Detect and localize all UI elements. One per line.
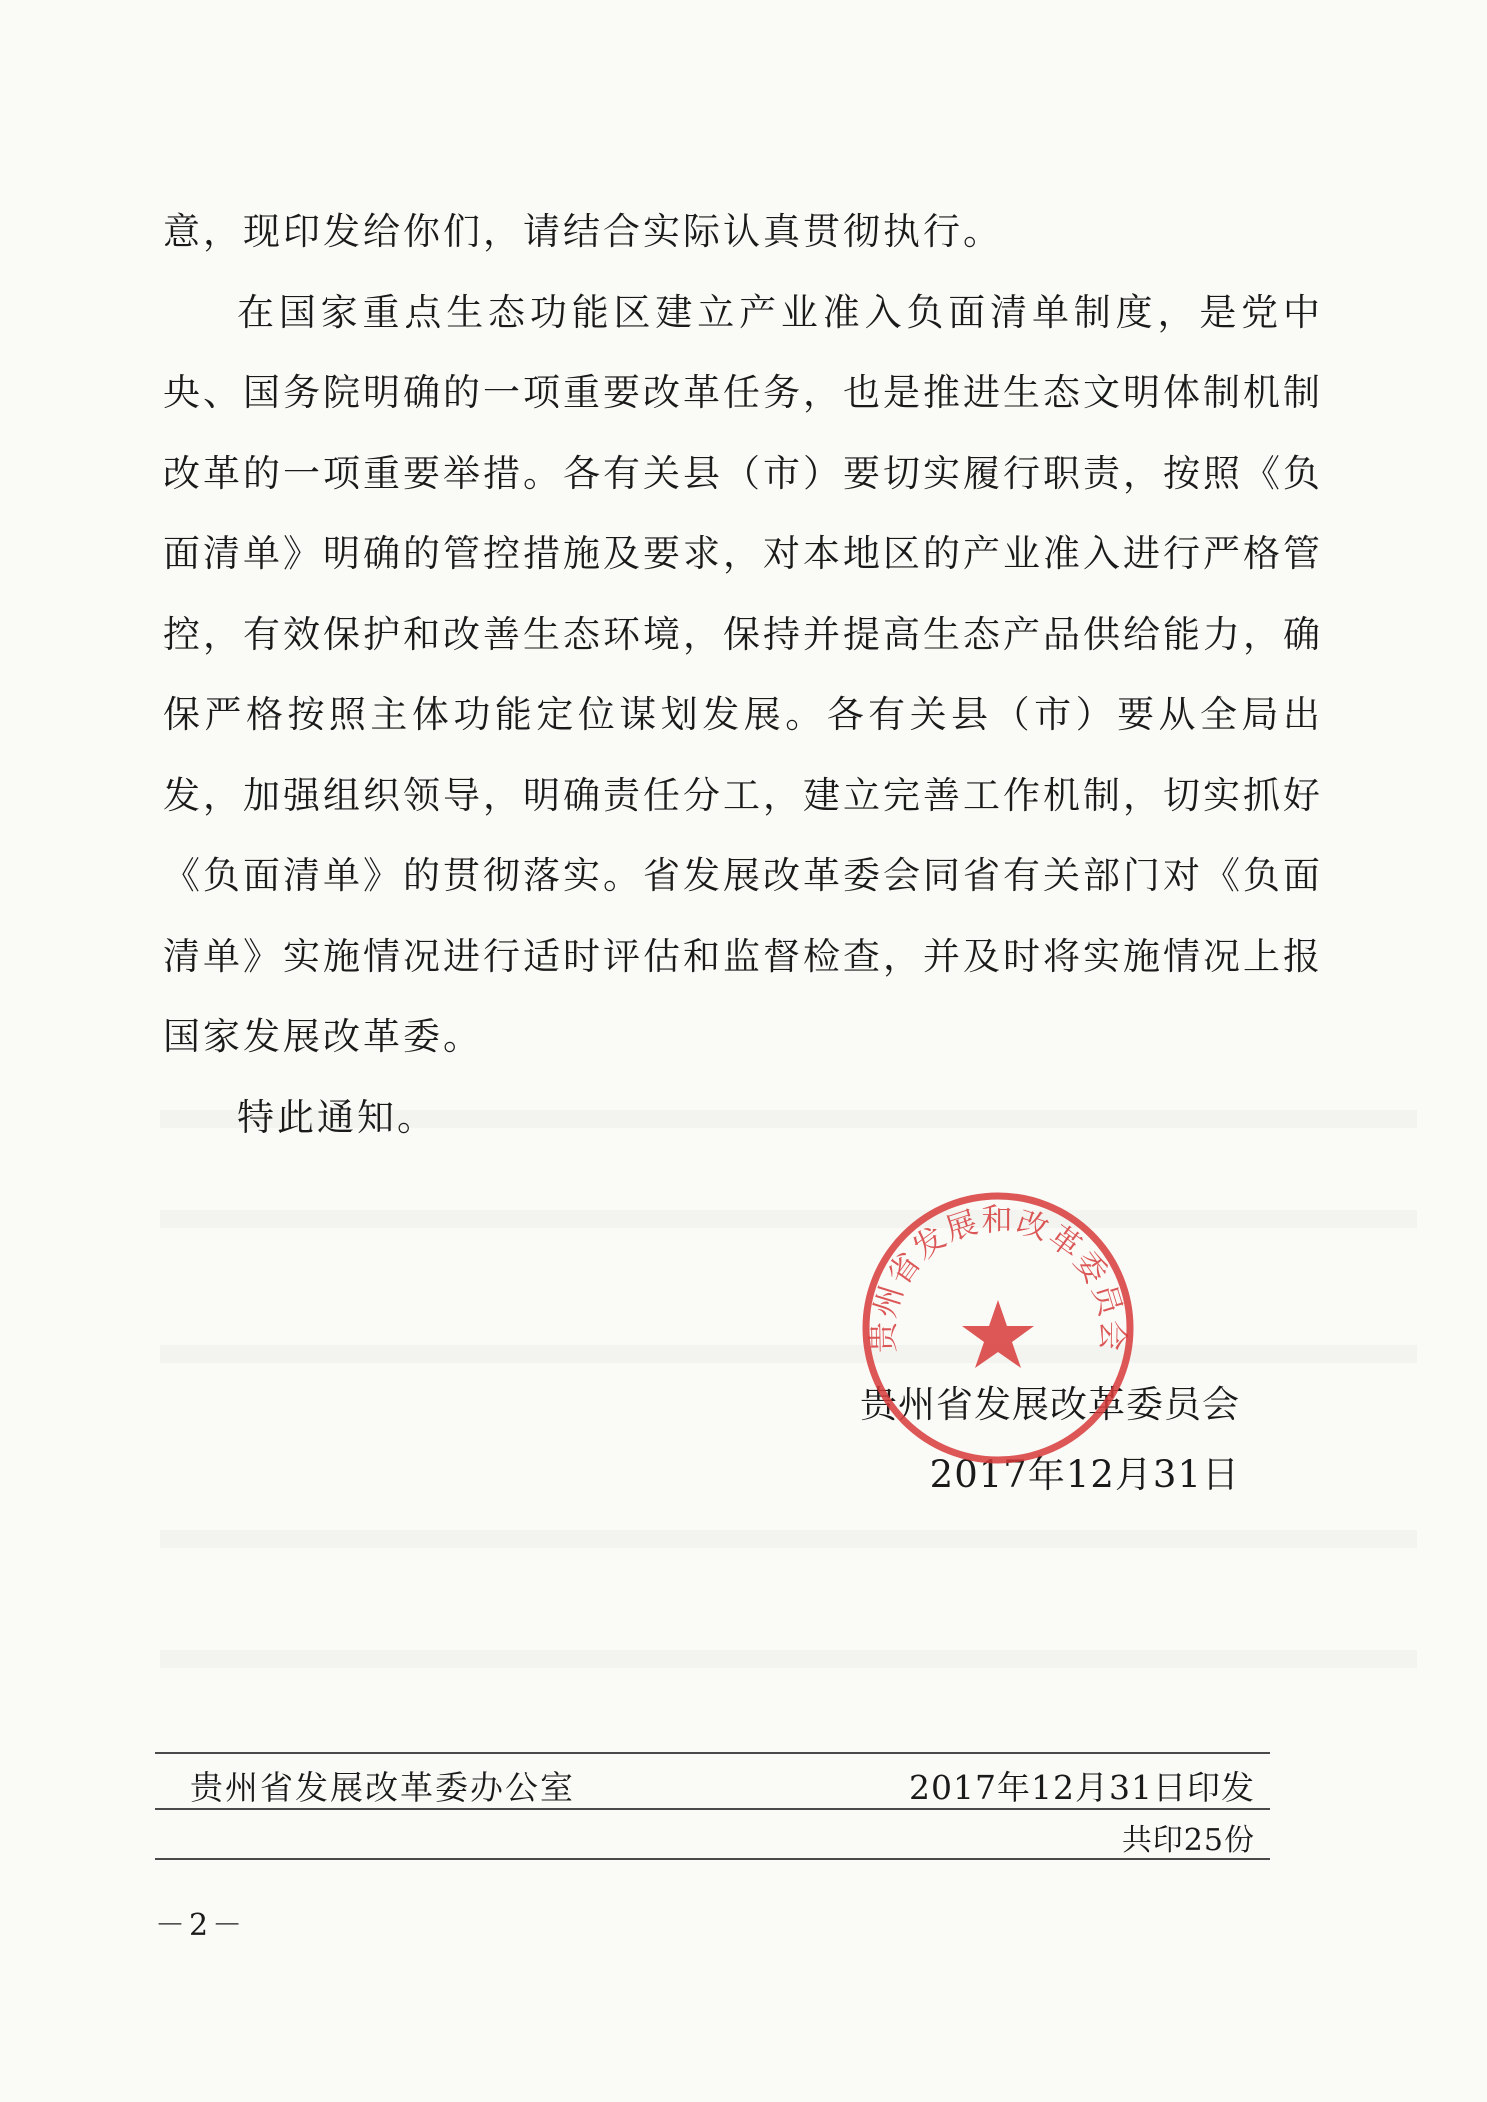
seal-star [962, 1300, 1034, 1368]
paragraph-3: 特此通知。 [237, 1095, 437, 1139]
paragraph-2: 在国家重点生态功能区建立产业准入负面清单制度，是党中央、国务院明确的一项重要改革任务，也是推进生态文明体制机制改革的一项重要举措。各有关县（市）要切实履行职责，按照《负面清单》明确的管控措施及要求，对本地区的产业准入进行严格管控，有效保护和改善生态环境，保持并提高生态产品供给能力，确保严格按照主体功能定位谋划发展。各有关县（市）要从全局出发，加强组织领导，明确责任分工，建立完善工作机制，切实抓好《负面清单》的贯彻落实。省发展改革委会同省有关部门对《负面清单》实施情况进行适时评估和监督检查，并及时将实施情况上报国家发展改革委。 [163, 290, 1323, 1058]
footer-copies: 共印25份 [1121, 1823, 1255, 1858]
footer-print-date: 2017年12月31日印发 [909, 1768, 1255, 1807]
footer-middle-rule [155, 1808, 1270, 1810]
issuer-name: 贵州省发展改革委员会 [860, 1383, 1240, 1426]
bleed-through-line [160, 1650, 1417, 1668]
bleed-through-line [160, 1210, 1417, 1228]
footer-top-rule [155, 1752, 1270, 1754]
body-text [163, 192, 1323, 1158]
bleed-through-line [160, 1530, 1417, 1548]
footer-office: 贵州省发展改革委办公室 [190, 1768, 575, 1807]
issue-date: 2017年12月31日 [929, 1453, 1240, 1496]
footer-bottom-rule [155, 1858, 1270, 1860]
page-number: －2－ [155, 1908, 247, 1943]
official-seal-icon [858, 1188, 1138, 1468]
paragraph-1: 意，现印发给你们，请结合实际认真贯彻执行。 [163, 210, 1003, 253]
bleed-through-line [160, 1345, 1417, 1363]
seal-text: 贵州省发展和改革委员会 [865, 1202, 1131, 1354]
